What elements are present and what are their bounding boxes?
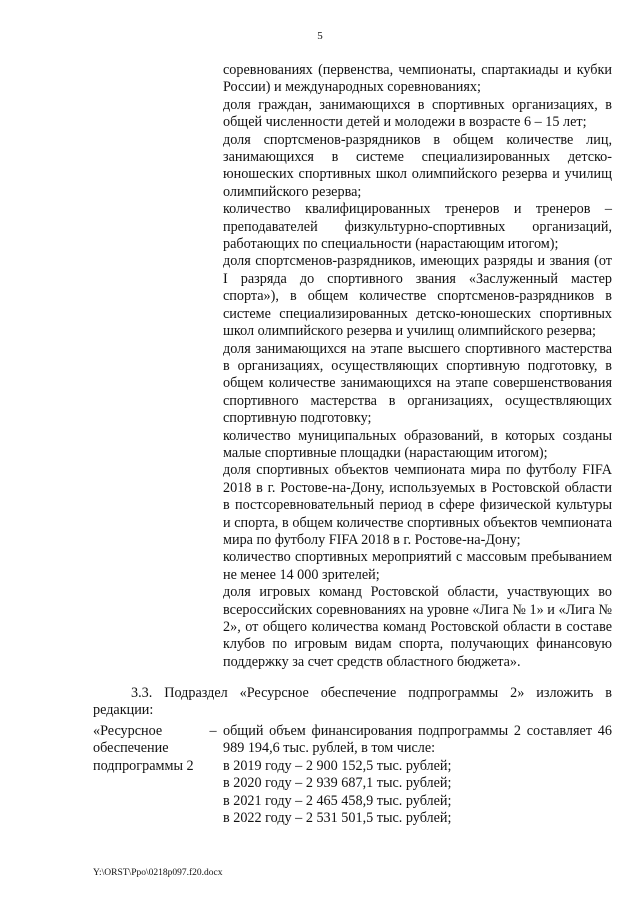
indicator-item: количество квалифицированных тренеров и тренеров – преподавателей физкультурно-спортивных организаций, работающих по специальности (нарастающим итогом); bbox=[223, 201, 612, 253]
resource-line: в 2019 году – 2 900 152,5 тыс. рублей; bbox=[223, 757, 452, 774]
indicator-item: доля спортивных объектов чемпионата мира по футболу FIFA 2018 в г. Ростове-на-Дону, используемых в Ростовской области в постсоревновательный период в сфере физической культуры и спорта, в общем количестве спортивных объектов чемпионата мира по футболу FIFA 2018 в г. Ростове-на-Дону; bbox=[223, 462, 612, 548]
resource-line: в 2021 году – 2 465 458,9 тыс. рублей; bbox=[223, 792, 452, 809]
section-number: 3.3. bbox=[131, 685, 153, 701]
indicator-item: соревнованиях (первенства, чемпионаты, спартакиады и кубки России) и международных соревнованиях; bbox=[223, 62, 612, 96]
footer-file-path: Y:\ORST\Ppo\0218p097.f20.docx bbox=[93, 868, 223, 878]
indicator-list bbox=[223, 62, 612, 671]
resource-line: общий объем финансирования подпрограммы 2 составляет 46 989 194,6 тыс. рублей, в том числе: bbox=[223, 723, 612, 757]
resource-body bbox=[223, 723, 612, 827]
indicator-item: доля спортсменов-разрядников, имеющих разряды и звания (от I разряда до спортивного звания «Заслуженный мастер спорта»), в общем количестве спортсменов-разрядников в системе специализированных детско-юношеских спортивных школ олимпийского резерва и училищ олимпийского резерва; bbox=[223, 253, 612, 340]
resource-line: в 2020 году – 2 939 687,1 тыс. рублей; bbox=[223, 775, 452, 792]
indicator-item: количество муниципальных образований, в которых созданы малые спортивные площадки (нарастающим итогом); bbox=[223, 427, 612, 461]
section-heading bbox=[93, 685, 612, 720]
resource-line: в 2022 году – 2 531 501,5 тыс. рублей; bbox=[223, 810, 452, 827]
section-text: Подраздел «Ресурсное обеспечение подпрограммы 2» изложить в редакции: bbox=[93, 685, 612, 719]
indicator-item: доля граждан, занимающихся в спортивных организациях, в общей численности детей и молодежи в возрасте 6 – 15 лет; bbox=[223, 96, 612, 131]
resource-dash: – bbox=[209, 723, 217, 739]
resource-label: «Ресурсное обеспечение подпрограммы 2 bbox=[93, 723, 194, 774]
indicator-item: количество спортивных мероприятий с массовым пребыванием не менее 14 000 зрителей; bbox=[223, 549, 612, 583]
indicator-item: доля игровых команд Ростовской области, участвующих во всероссийских соревнованиях на уровне «Лига № 1» и «Лига № 2», от общего количества команд Ростовской области в составе клубов по игровым видам спорта, получающих финансовую поддержку за счет средств областного бюджета». bbox=[223, 584, 612, 670]
indicator-item: доля занимающихся на этапе высшего спортивного мастерства в организациях, осуществляющих спортивную подготовку, в общем количестве занимающихся на этапе совершенствования спортивного мастерства в организациях, осуществляющих спортивную подготовку; bbox=[223, 340, 612, 427]
page-number: 5 bbox=[317, 30, 323, 42]
indicator-item: доля спортсменов-разрядников в общем количестве лиц, занимающихся в системе специализированных детско-юношеских спортивных школ олимпийского резерва и училищ олимпийского резерва; bbox=[223, 131, 612, 200]
